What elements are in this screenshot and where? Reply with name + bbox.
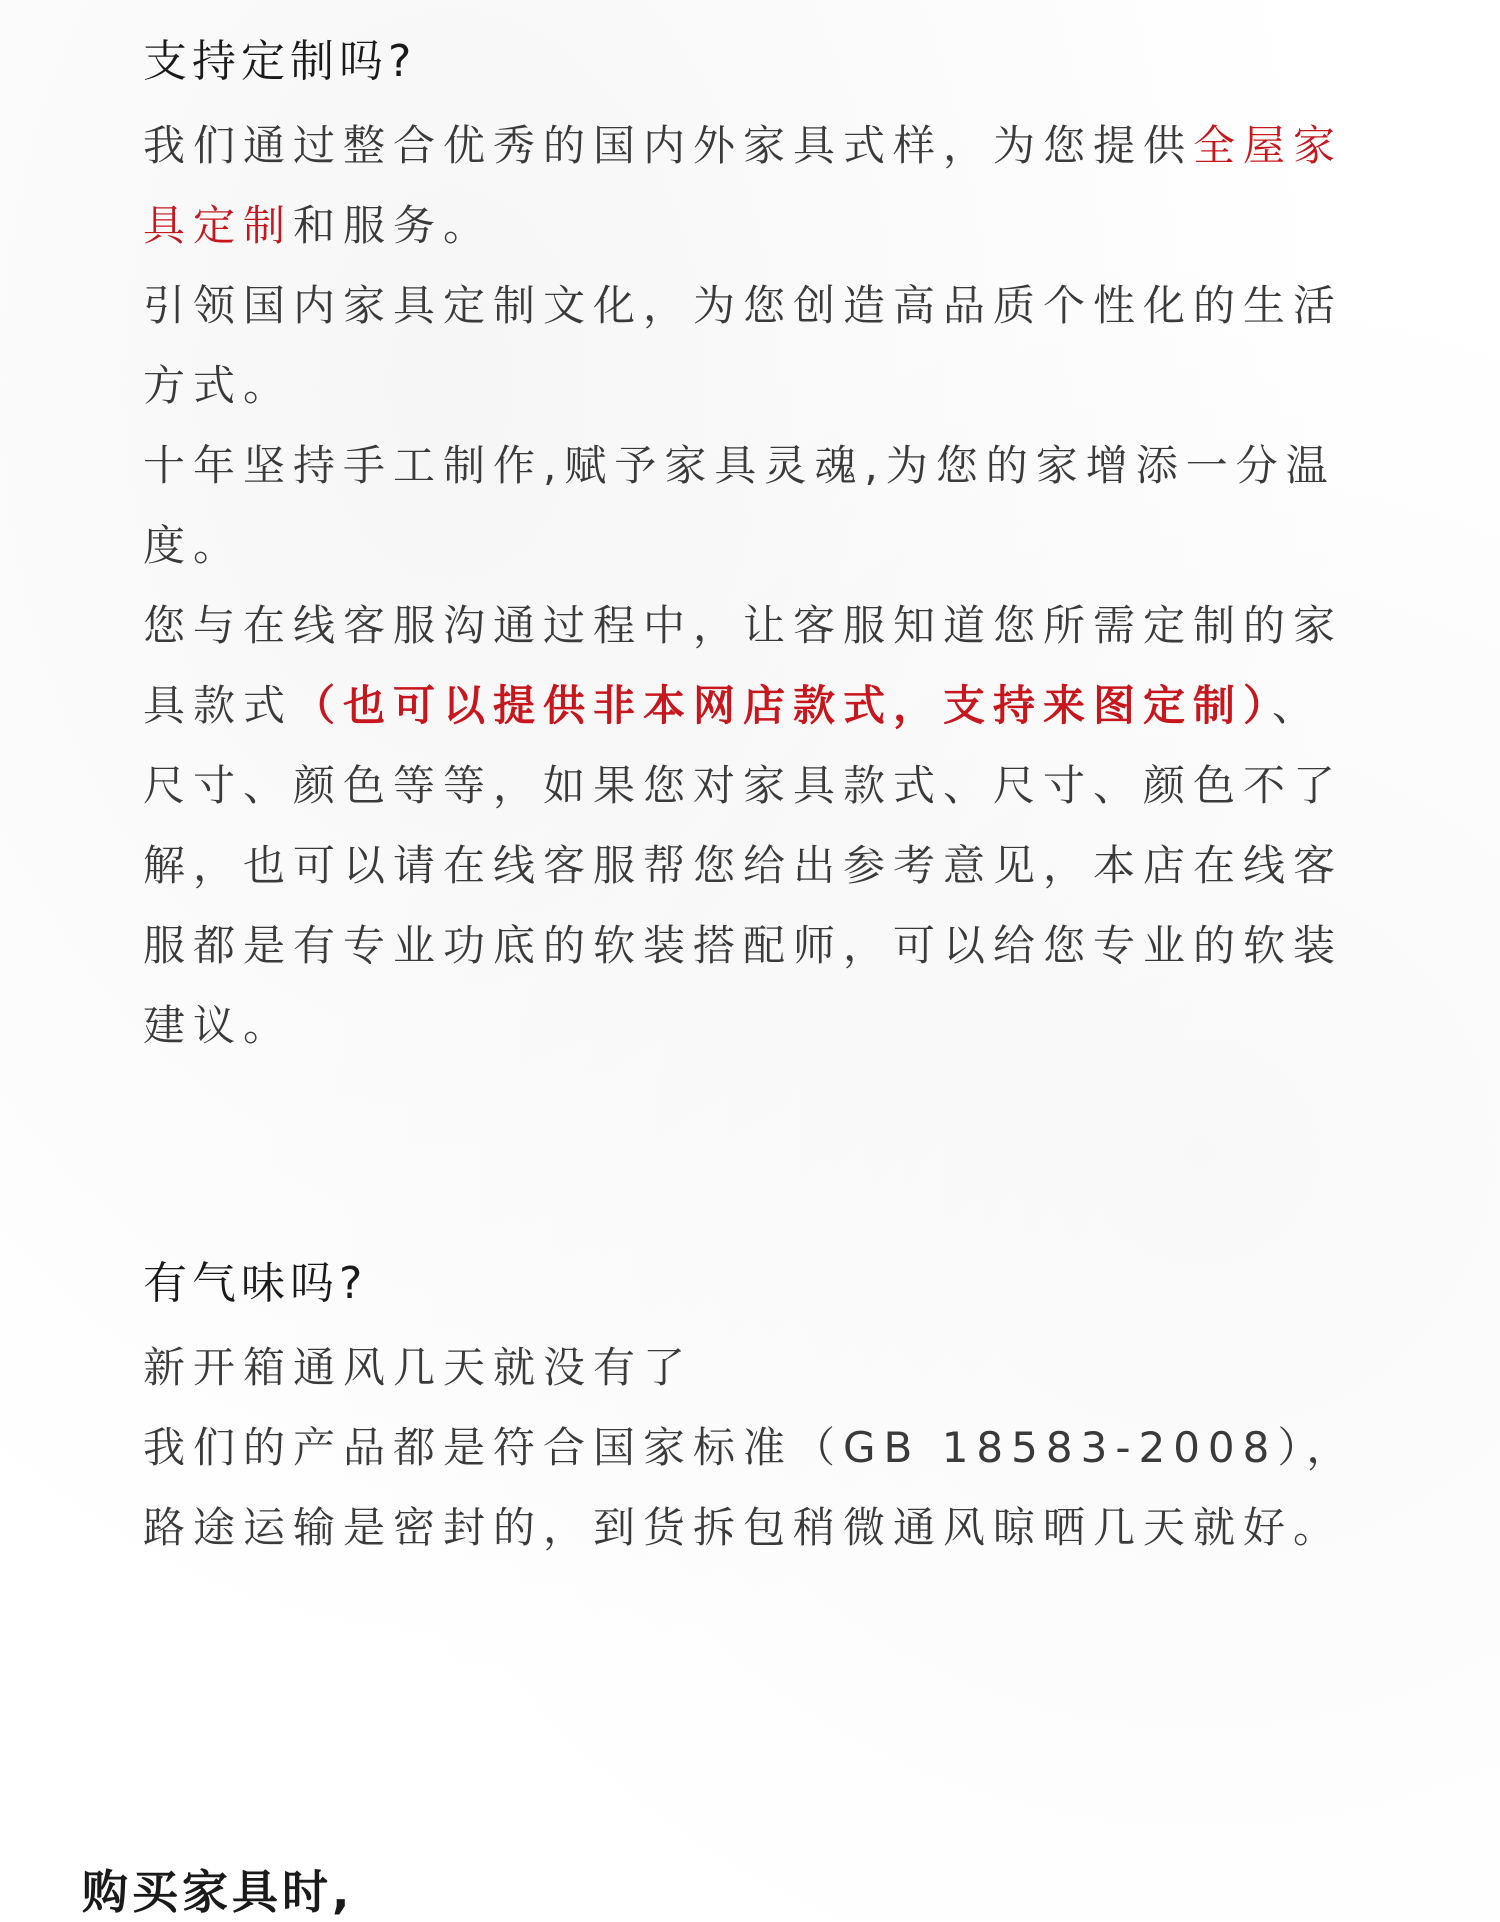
heading-customization: 支持定制吗? (143, 36, 417, 87)
section-smell (143, 1254, 1363, 1568)
heading-when-buying: 购买家具时, (82, 1865, 354, 1919)
heading-smell: 有气味吗? (143, 1258, 368, 1309)
paragraph-text: 和服务。 (293, 201, 494, 250)
paragraph-text: 您与在线客服沟通过程中，让客服知道您所需定制的家具款式 (143, 601, 1344, 730)
paragraph-customization-4 (143, 586, 1363, 1066)
highlight-full-house-custom: 全屋家具定制 (143, 121, 1344, 250)
paragraph-customization-3: 十年坚持手工制作,赋予家具灵魂,为您的家增添一分温度。 (143, 441, 1336, 570)
paragraph-customization-1 (143, 106, 1363, 266)
paragraph-customization-2: 引领国内家具定制文化，为您创造高品质个性化的生活方式。 (143, 281, 1344, 410)
paragraph-smell-1: 新开箱通风几天就没有了 (143, 1343, 694, 1392)
paragraph-text: 我们通过整合优秀的国内外家具式样，为您提供 (143, 121, 1194, 170)
section-customization (143, 32, 1363, 1066)
highlight-custom-from-image: （也可以提供非本网店款式，支持来图定制） (293, 681, 1273, 730)
paragraph-text: 、尺寸、颜色等等，如果您对家具款式、尺寸、颜色不了解，也可以请在线客服帮您给出参考意见，本店在线客服都是有专业功底的软装搭配师，可以给您专业的软装建议。 (143, 681, 1344, 1050)
paragraph-smell-2: 我们的产品都是符合国家标准（GB 18583-2008），路途运输是密封的，到货拆包稍微通风晾晒几天就好。 (143, 1423, 1357, 1552)
